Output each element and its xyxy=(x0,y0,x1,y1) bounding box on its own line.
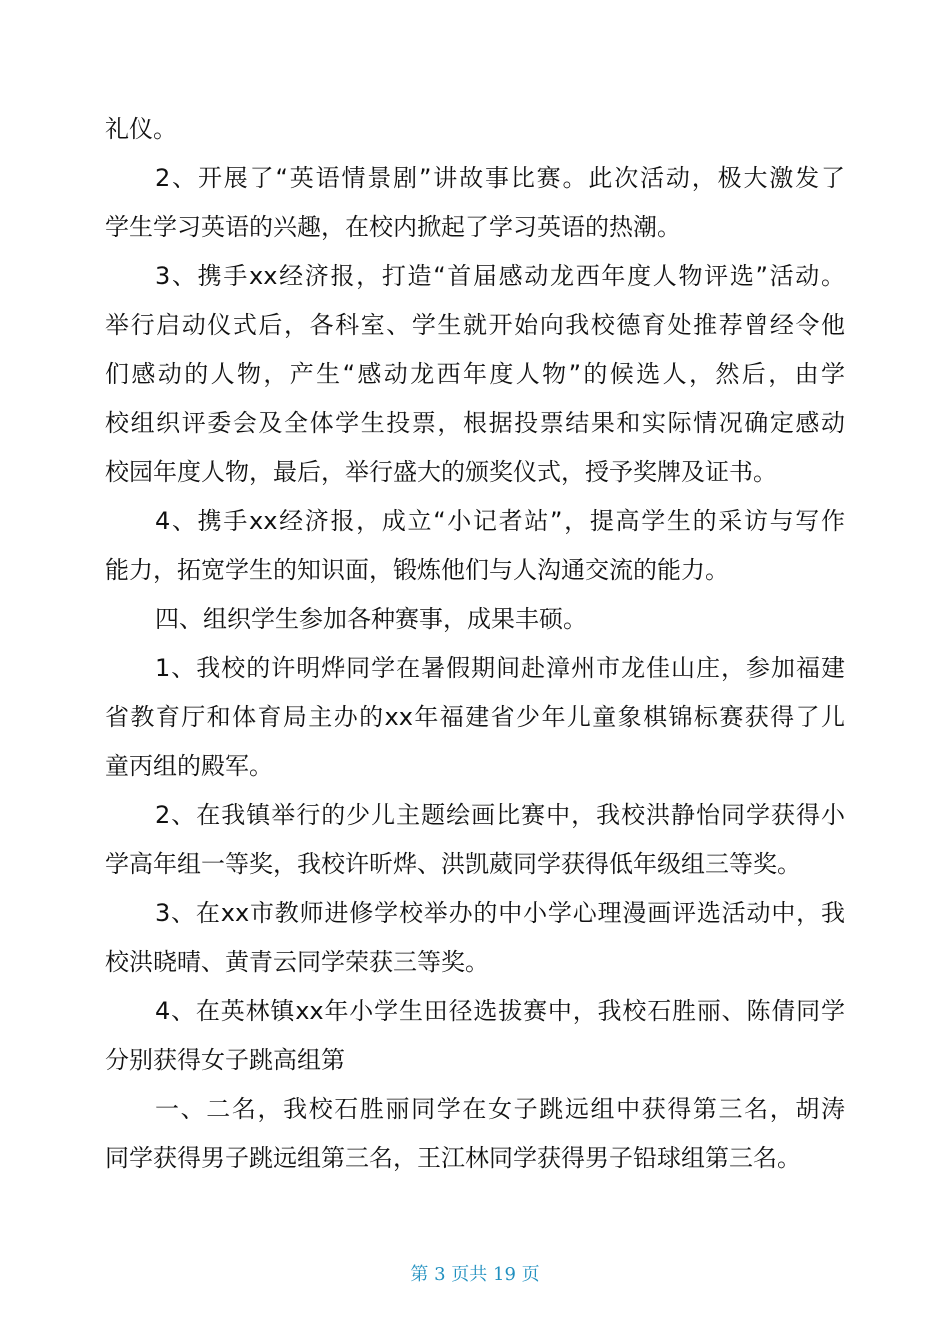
text-line: 省教育厅和体育局主办的xx年福建省少年儿童象棋锦标赛获得了儿 xyxy=(105,703,845,731)
text-line: 1、我校的许明烨同学在暑假期间赴漳州市龙佳山庄，参加福建 xyxy=(155,654,845,682)
text-line: 童丙组的殿军。 xyxy=(105,752,273,780)
text-line: 3、携手xx经济报，打造“首届感动龙西年度人物评选”活动。 xyxy=(155,262,845,290)
body-text xyxy=(105,105,845,1183)
text-line: 同学获得男子跳远组第三名，王江林同学获得男子铅球组第三名。 xyxy=(105,1144,801,1172)
text-line: 礼仪。 xyxy=(105,115,177,143)
text-line: 校组织评委会及全体学生投票，根据投票结果和实际情况确定感动 xyxy=(105,409,845,437)
text-line: 一、二名，我校石胜丽同学在女子跳远组中获得第三名，胡涛 xyxy=(155,1095,845,1123)
section-heading: 四、组织学生参加各种赛事，成果丰硕。 xyxy=(155,605,587,633)
text-line: 校园年度人物，最后，举行盛大的颁奖仪式，授予奖牌及证书。 xyxy=(105,458,777,486)
text-line: 2、开展了“英语情景剧”讲故事比赛。此次活动，极大激发了 xyxy=(155,164,845,192)
text-line: 能力，拓宽学生的知识面，锻炼他们与人沟通交流的能力。 xyxy=(105,556,729,584)
text-line: 4、携手xx经济报，成立“小记者站”，提高学生的采访与写作 xyxy=(155,507,845,535)
text-line: 2、在我镇举行的少儿主题绘画比赛中，我校洪静怡同学获得小 xyxy=(155,801,845,829)
text-line: 分别获得女子跳高组第 xyxy=(105,1046,345,1074)
text-line: 4、在英林镇xx年小学生田径选拔赛中，我校石胜丽、陈倩同学 xyxy=(155,997,845,1025)
page-number-footer: 第 3 页共 19 页 xyxy=(410,1264,540,1285)
text-line: 们感动的人物，产生“感动龙西年度人物”的候选人，然后，由学 xyxy=(105,360,845,388)
text-line: 举行启动仪式后，各科室、学生就开始向我校德育处推荐曾经令他 xyxy=(105,311,845,339)
text-line: 学高年组一等奖，我校许昕烨、洪凯葳同学获得低年级组三等奖。 xyxy=(105,850,801,878)
text-line: 3、在xx市教师进修学校举办的中小学心理漫画评选活动中，我 xyxy=(155,899,845,927)
text-line: 学生学习英语的兴趣，在校内掀起了学习英语的热潮。 xyxy=(105,213,681,241)
text-line: 校洪晓晴、黄青云同学荣获三等奖。 xyxy=(105,948,489,976)
